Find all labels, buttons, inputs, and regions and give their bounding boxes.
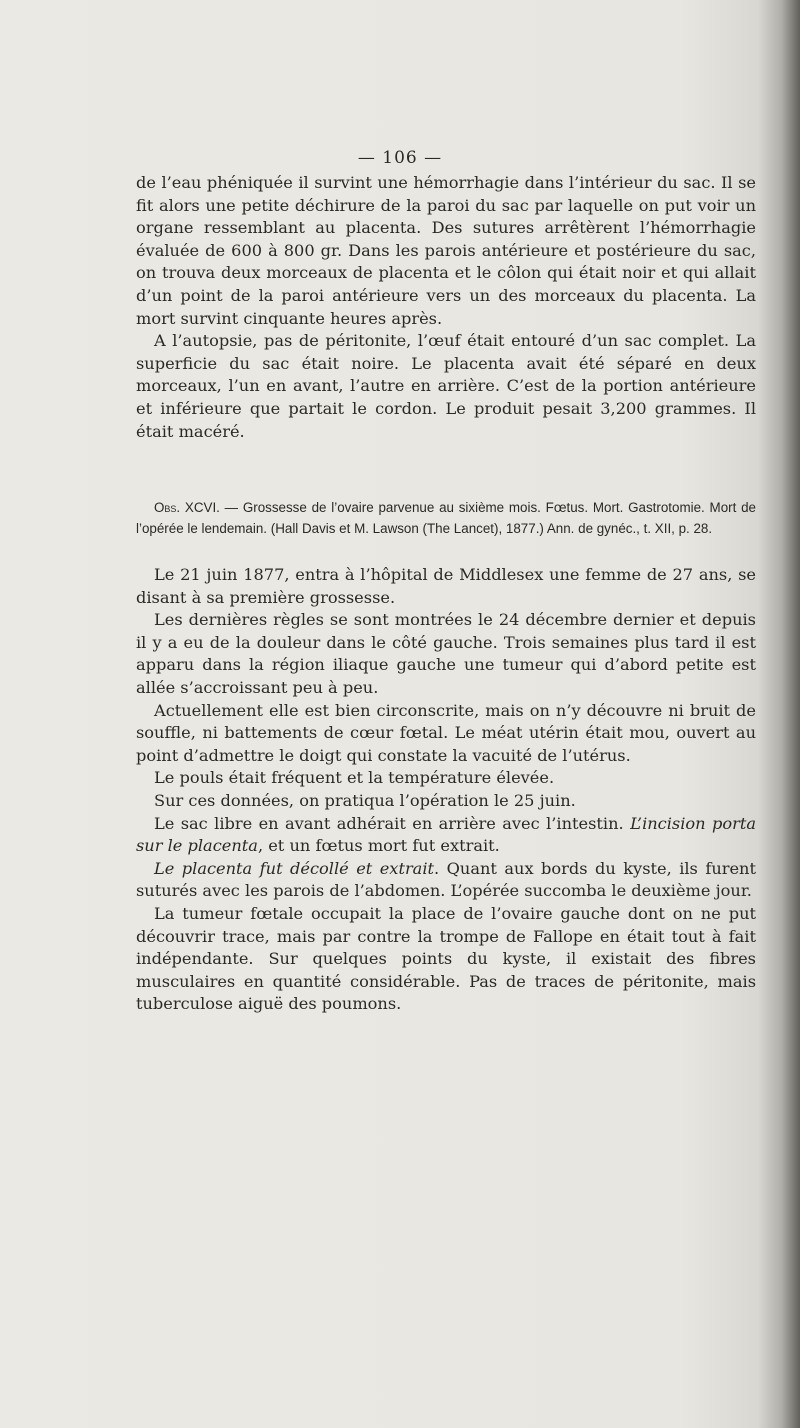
- observation-label: Obs. XCVI.: [154, 500, 220, 515]
- paragraph-9-end: . Quant aux bords du kyste, ils furent suturés avec les parois de l’abdomen. L’opérée succomba le deuxième jour.: [136, 858, 756, 901]
- binding-shadow: [758, 0, 800, 1428]
- paragraph-8-end: , et un fœtus mort fut extrait.: [257, 836, 500, 856]
- paragraph-9: [136, 858, 756, 903]
- paragraph-6: Le pouls était fréquent et la température élevée.: [154, 768, 555, 788]
- top-text-block: [136, 172, 756, 443]
- paragraph-1: de l’eau phéniquée il survint une hémorrhagie dans l’intérieur du sac. Il se fit alors une petite déchirure de la paroi du sac par laquelle on put voir un organe ressemblant au placenta. Des sutures arrêtèrent l’hémorrhagie évaluée de 600 à 800 gr. Dans les parois antérieure et postérieure du sac, on trouva deux morceaux de placenta et le côlon qui était noir et qui allait d’un point de la paroi antérieure vers un des morceaux du placenta. La mort survint cinquante heures après.: [136, 173, 756, 328]
- paragraph-10: La tumeur fœtale occupait la place de l’ovaire gauche dont on ne put découvrir trace, mais par contre la trompe de Fallope en était tout à fait indépendante. Sur quelques points du kyste, il existait des fibres musculaires en quantité considérable. Pas de traces de péritonite, mais tuberculose aiguë des poumons.: [136, 903, 756, 1014]
- observation-heading: [136, 497, 756, 539]
- observation-text: — Grossesse de l’ovaire parvenue au sixième mois. Fœtus. Mort. Gastrotomie. Mort de l’opérée le lendemain. (Hall Davis et M. Lawson (The Lancet), 1877.) Ann. de gynéc., t. XII, p. 28.: [136, 500, 756, 536]
- paragraph-9-italic: Le placenta fut décollé et extrait: [154, 858, 435, 878]
- paragraph-3: Le 21 juin 1877, entra à l’hôpital de Middlesex une femme de 27 ans, se disant à sa première grossesse.: [136, 565, 756, 607]
- paragraph-4: Les dernières règles se sont montrées le 24 décembre dernier et depuis il y a eu de la douleur dans le côté gauche. Trois semaines plus tard il est apparu dans la région iliaque gauche une tumeur qui d’abord petite est allée s’accroissant peu à peu.: [136, 610, 756, 697]
- page-number: — 106 —: [357, 148, 443, 168]
- paragraph-7: Sur ces données, on pratiqua l’opération le 25 juin.: [154, 790, 576, 810]
- paragraph-8: [136, 813, 756, 858]
- main-text-block: [136, 564, 756, 1016]
- paragraph-2: A l’autopsie, pas de péritonite, l’œuf était entouré d’un sac complet. La superficie du sac était noire. Le placenta avait été séparé en deux morceaux, l’un en avant, l’autre en arrière. C’est de la portion antérieure et inférieure que partait le cordon. Le produit pesait 3,200 grammes. Il était macéré.: [136, 331, 756, 441]
- paragraph-8-start: Le sac libre en avant adhérait en arrière avec l’intestin.: [154, 813, 631, 833]
- paragraph-5: Actuellement elle est bien circonscrite, mais on n’y découvre ni bruit de souffle, ni battements de cœur fœtal. Le méat utérin était mou, ouvert au point d’admettre le doigt qui constate la vacuité de l’utérus.: [136, 700, 756, 765]
- paragraph-8-italic: L’incision porta sur le placenta: [136, 813, 756, 856]
